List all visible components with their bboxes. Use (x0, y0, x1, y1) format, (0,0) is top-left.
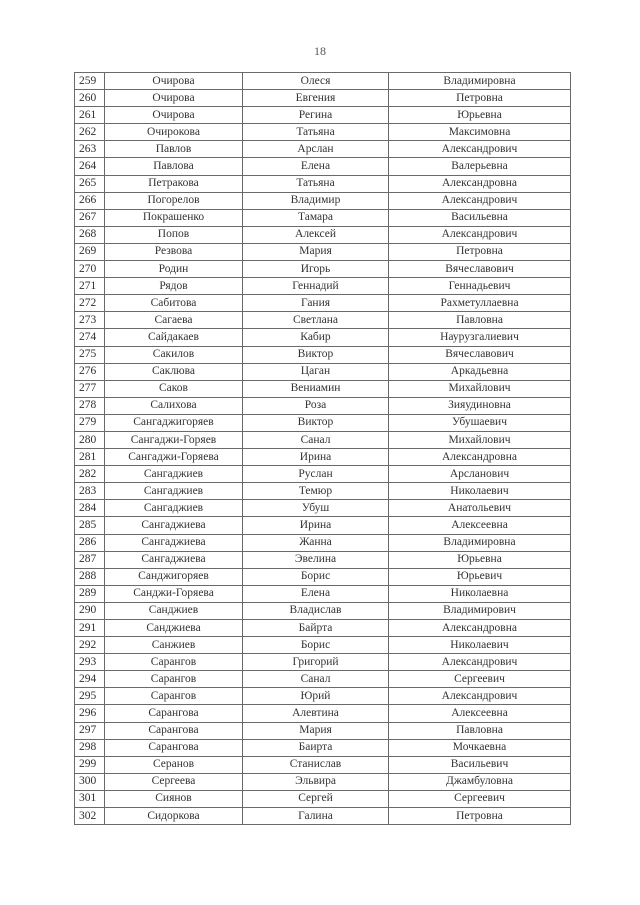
row-number-cell: 299 (75, 756, 105, 773)
first-name-cell: Гания (243, 295, 389, 312)
table-row (75, 517, 571, 534)
row-number-cell: 280 (75, 431, 105, 448)
patronymic-cell: Петровна (389, 808, 571, 825)
surname-cell: Павлов (105, 141, 243, 158)
patronymic-cell: Рахметуллаевна (389, 295, 571, 312)
surname-cell: Сарангов (105, 671, 243, 688)
surname-cell: Серанов (105, 756, 243, 773)
patronymic-cell: Николаевич (389, 483, 571, 500)
table-row (75, 773, 571, 790)
table-row (75, 90, 571, 107)
row-number-cell: 288 (75, 568, 105, 585)
table-row (75, 312, 571, 329)
row-number-cell: 300 (75, 773, 105, 790)
table-row (75, 124, 571, 141)
first-name-cell: Вениамин (243, 380, 389, 397)
table-row (75, 620, 571, 637)
table-row (75, 380, 571, 397)
table-row (75, 756, 571, 773)
patronymic-cell: Владимировна (389, 73, 571, 90)
row-number-cell: 271 (75, 278, 105, 295)
first-name-cell: Тамара (243, 209, 389, 226)
surname-cell: Попов (105, 226, 243, 243)
patronymic-cell: Вячеславович (389, 261, 571, 278)
surname-cell: Очирова (105, 90, 243, 107)
table-row (75, 483, 571, 500)
patronymic-cell: Юрьевна (389, 551, 571, 568)
row-number-cell: 301 (75, 790, 105, 807)
row-number-cell: 281 (75, 449, 105, 466)
first-name-cell: Елена (243, 158, 389, 175)
row-number-cell: 282 (75, 466, 105, 483)
first-name-cell: Елена (243, 585, 389, 602)
table-row (75, 192, 571, 209)
row-number-cell: 261 (75, 107, 105, 124)
surname-cell: Сарангов (105, 688, 243, 705)
row-number-cell: 294 (75, 671, 105, 688)
first-name-cell: Алексей (243, 226, 389, 243)
table-row (75, 705, 571, 722)
patronymic-cell: Александровна (389, 175, 571, 192)
roster-table-body (75, 73, 571, 825)
page-number: 18 (314, 44, 326, 58)
row-number-cell: 273 (75, 312, 105, 329)
patronymic-cell: Петровна (389, 243, 571, 260)
row-number-cell: 286 (75, 534, 105, 551)
surname-cell: Сангаджиева (105, 551, 243, 568)
surname-cell: Санджи-Горяева (105, 585, 243, 602)
surname-cell: Санджигоряев (105, 568, 243, 585)
first-name-cell: Светлана (243, 312, 389, 329)
row-number-cell: 279 (75, 414, 105, 431)
first-name-cell: Ирина (243, 517, 389, 534)
surname-cell: Сангаджиева (105, 534, 243, 551)
first-name-cell: Роза (243, 397, 389, 414)
table-row (75, 722, 571, 739)
patronymic-cell: Васильевич (389, 756, 571, 773)
table-row (75, 107, 571, 124)
surname-cell: Саков (105, 380, 243, 397)
surname-cell: Резвова (105, 243, 243, 260)
patronymic-cell: Павловна (389, 722, 571, 739)
first-name-cell: Владислав (243, 602, 389, 619)
first-name-cell: Виктор (243, 346, 389, 363)
table-row (75, 568, 571, 585)
first-name-cell: Борис (243, 637, 389, 654)
table-row (75, 551, 571, 568)
table-row (75, 790, 571, 807)
table-row (75, 637, 571, 654)
first-name-cell: Жанна (243, 534, 389, 551)
patronymic-cell: Вячеславович (389, 346, 571, 363)
patronymic-cell: Джамбуловна (389, 773, 571, 790)
surname-cell: Сабитова (105, 295, 243, 312)
table-row (75, 141, 571, 158)
first-name-cell: Эвелина (243, 551, 389, 568)
row-number-cell: 266 (75, 192, 105, 209)
table-row (75, 500, 571, 517)
first-name-cell: Евгения (243, 90, 389, 107)
surname-cell: Санжиев (105, 637, 243, 654)
patronymic-cell: Юрьевич (389, 568, 571, 585)
first-name-cell: Эльвира (243, 773, 389, 790)
patronymic-cell: Аркадьевна (389, 363, 571, 380)
patronymic-cell: Арсланович (389, 466, 571, 483)
row-number-cell: 283 (75, 483, 105, 500)
row-number-cell: 259 (75, 73, 105, 90)
first-name-cell: Убуш (243, 500, 389, 517)
patronymic-cell: Александрович (389, 654, 571, 671)
patronymic-cell: Наурузгалиевич (389, 329, 571, 346)
patronymic-cell: Петровна (389, 90, 571, 107)
surname-cell: Погорелов (105, 192, 243, 209)
surname-cell: Сарангова (105, 739, 243, 756)
surname-cell: Сангаджиев (105, 483, 243, 500)
first-name-cell: Кабир (243, 329, 389, 346)
surname-cell: Салихова (105, 397, 243, 414)
patronymic-cell: Геннадьевич (389, 278, 571, 295)
row-number-cell: 297 (75, 722, 105, 739)
patronymic-cell: Юрьевна (389, 107, 571, 124)
table-row (75, 278, 571, 295)
first-name-cell: Мария (243, 243, 389, 260)
row-number-cell: 276 (75, 363, 105, 380)
table-row (75, 602, 571, 619)
patronymic-cell: Николаевна (389, 585, 571, 602)
table-row (75, 261, 571, 278)
table-row (75, 175, 571, 192)
row-number-cell: 284 (75, 500, 105, 517)
surname-cell: Санджиева (105, 620, 243, 637)
first-name-cell: Арслан (243, 141, 389, 158)
patronymic-cell: Михайлович (389, 380, 571, 397)
surname-cell: Сарангов (105, 654, 243, 671)
table-row (75, 295, 571, 312)
row-number-cell: 291 (75, 620, 105, 637)
row-number-cell: 270 (75, 261, 105, 278)
first-name-cell: Санал (243, 431, 389, 448)
patronymic-cell: Александровна (389, 449, 571, 466)
table-row (75, 431, 571, 448)
patronymic-cell: Убушаевич (389, 414, 571, 431)
first-name-cell: Ирина (243, 449, 389, 466)
row-number-cell: 272 (75, 295, 105, 312)
table-row (75, 739, 571, 756)
surname-cell: Сарангова (105, 722, 243, 739)
patronymic-cell: Васильевна (389, 209, 571, 226)
table-row (75, 585, 571, 602)
table-row (75, 363, 571, 380)
surname-cell: Сидоркова (105, 808, 243, 825)
patronymic-cell: Михайлович (389, 431, 571, 448)
patronymic-cell: Алексеевна (389, 517, 571, 534)
table-row (75, 449, 571, 466)
row-number-cell: 298 (75, 739, 105, 756)
table-row (75, 243, 571, 260)
row-number-cell: 275 (75, 346, 105, 363)
table-row (75, 397, 571, 414)
row-number-cell: 278 (75, 397, 105, 414)
surname-cell: Очирокова (105, 124, 243, 141)
row-number-cell: 262 (75, 124, 105, 141)
patronymic-cell: Мочкаевна (389, 739, 571, 756)
surname-cell: Покрашенко (105, 209, 243, 226)
first-name-cell: Юрий (243, 688, 389, 705)
row-number-cell: 263 (75, 141, 105, 158)
roster-table (74, 72, 571, 825)
patronymic-cell: Зияудиновна (389, 397, 571, 414)
first-name-cell: Регина (243, 107, 389, 124)
patronymic-cell: Максимовна (389, 124, 571, 141)
table-row (75, 226, 571, 243)
surname-cell: Сарангова (105, 705, 243, 722)
surname-cell: Сангаджи-Горяев (105, 431, 243, 448)
surname-cell: Сангаджиев (105, 466, 243, 483)
table-row (75, 209, 571, 226)
surname-cell: Сайдакаев (105, 329, 243, 346)
patronymic-cell: Владимировна (389, 534, 571, 551)
row-number-cell: 274 (75, 329, 105, 346)
surname-cell: Петракова (105, 175, 243, 192)
first-name-cell: Мария (243, 722, 389, 739)
first-name-cell: Сергей (243, 790, 389, 807)
first-name-cell: Цаган (243, 363, 389, 380)
row-number-cell: 269 (75, 243, 105, 260)
row-number-cell: 287 (75, 551, 105, 568)
surname-cell: Сиянов (105, 790, 243, 807)
first-name-cell: Григорий (243, 654, 389, 671)
row-number-cell: 293 (75, 654, 105, 671)
surname-cell: Сангаджигоряев (105, 414, 243, 431)
surname-cell: Сакилов (105, 346, 243, 363)
patronymic-cell: Николаевич (389, 637, 571, 654)
surname-cell: Павлова (105, 158, 243, 175)
first-name-cell: Татьяна (243, 124, 389, 141)
table-row (75, 534, 571, 551)
patronymic-cell: Валерьевна (389, 158, 571, 175)
row-number-cell: 295 (75, 688, 105, 705)
patronymic-cell: Сергеевич (389, 671, 571, 688)
first-name-cell: Татьяна (243, 175, 389, 192)
row-number-cell: 302 (75, 808, 105, 825)
surname-cell: Очирова (105, 107, 243, 124)
row-number-cell: 296 (75, 705, 105, 722)
row-number-cell: 260 (75, 90, 105, 107)
first-name-cell: Виктор (243, 414, 389, 431)
patronymic-cell: Алексеевна (389, 705, 571, 722)
first-name-cell: Игорь (243, 261, 389, 278)
row-number-cell: 289 (75, 585, 105, 602)
row-number-cell: 292 (75, 637, 105, 654)
table-row (75, 346, 571, 363)
patronymic-cell: Александровна (389, 620, 571, 637)
patronymic-cell: Александрович (389, 141, 571, 158)
table-row (75, 414, 571, 431)
table-row (75, 466, 571, 483)
surname-cell: Сергеева (105, 773, 243, 790)
surname-cell: Очирова (105, 73, 243, 90)
patronymic-cell: Анатольевич (389, 500, 571, 517)
patronymic-cell: Александрович (389, 192, 571, 209)
patronymic-cell: Павловна (389, 312, 571, 329)
surname-cell: Сангаджиев (105, 500, 243, 517)
first-name-cell: Темюр (243, 483, 389, 500)
table-row (75, 671, 571, 688)
first-name-cell: Санал (243, 671, 389, 688)
first-name-cell: Руслан (243, 466, 389, 483)
table-row (75, 808, 571, 825)
row-number-cell: 277 (75, 380, 105, 397)
first-name-cell: Владимир (243, 192, 389, 209)
first-name-cell: Борис (243, 568, 389, 585)
table-row (75, 329, 571, 346)
patronymic-cell: Александрович (389, 226, 571, 243)
surname-cell: Родин (105, 261, 243, 278)
first-name-cell: Олеся (243, 73, 389, 90)
surname-cell: Сангаджиева (105, 517, 243, 534)
patronymic-cell: Александрович (389, 688, 571, 705)
row-number-cell: 285 (75, 517, 105, 534)
first-name-cell: Байрта (243, 620, 389, 637)
surname-cell: Сагаева (105, 312, 243, 329)
table-row (75, 73, 571, 90)
surname-cell: Саклюва (105, 363, 243, 380)
patronymic-cell: Владимирович (389, 602, 571, 619)
patronymic-cell: Сергеевич (389, 790, 571, 807)
surname-cell: Рядов (105, 278, 243, 295)
table-row (75, 654, 571, 671)
surname-cell: Сангаджи-Горяева (105, 449, 243, 466)
first-name-cell: Алевтина (243, 705, 389, 722)
surname-cell: Санджиев (105, 602, 243, 619)
row-number-cell: 290 (75, 602, 105, 619)
row-number-cell: 264 (75, 158, 105, 175)
first-name-cell: Геннадий (243, 278, 389, 295)
table-row (75, 158, 571, 175)
row-number-cell: 268 (75, 226, 105, 243)
first-name-cell: Баирта (243, 739, 389, 756)
table-row (75, 688, 571, 705)
row-number-cell: 265 (75, 175, 105, 192)
first-name-cell: Галина (243, 808, 389, 825)
first-name-cell: Станислав (243, 756, 389, 773)
row-number-cell: 267 (75, 209, 105, 226)
